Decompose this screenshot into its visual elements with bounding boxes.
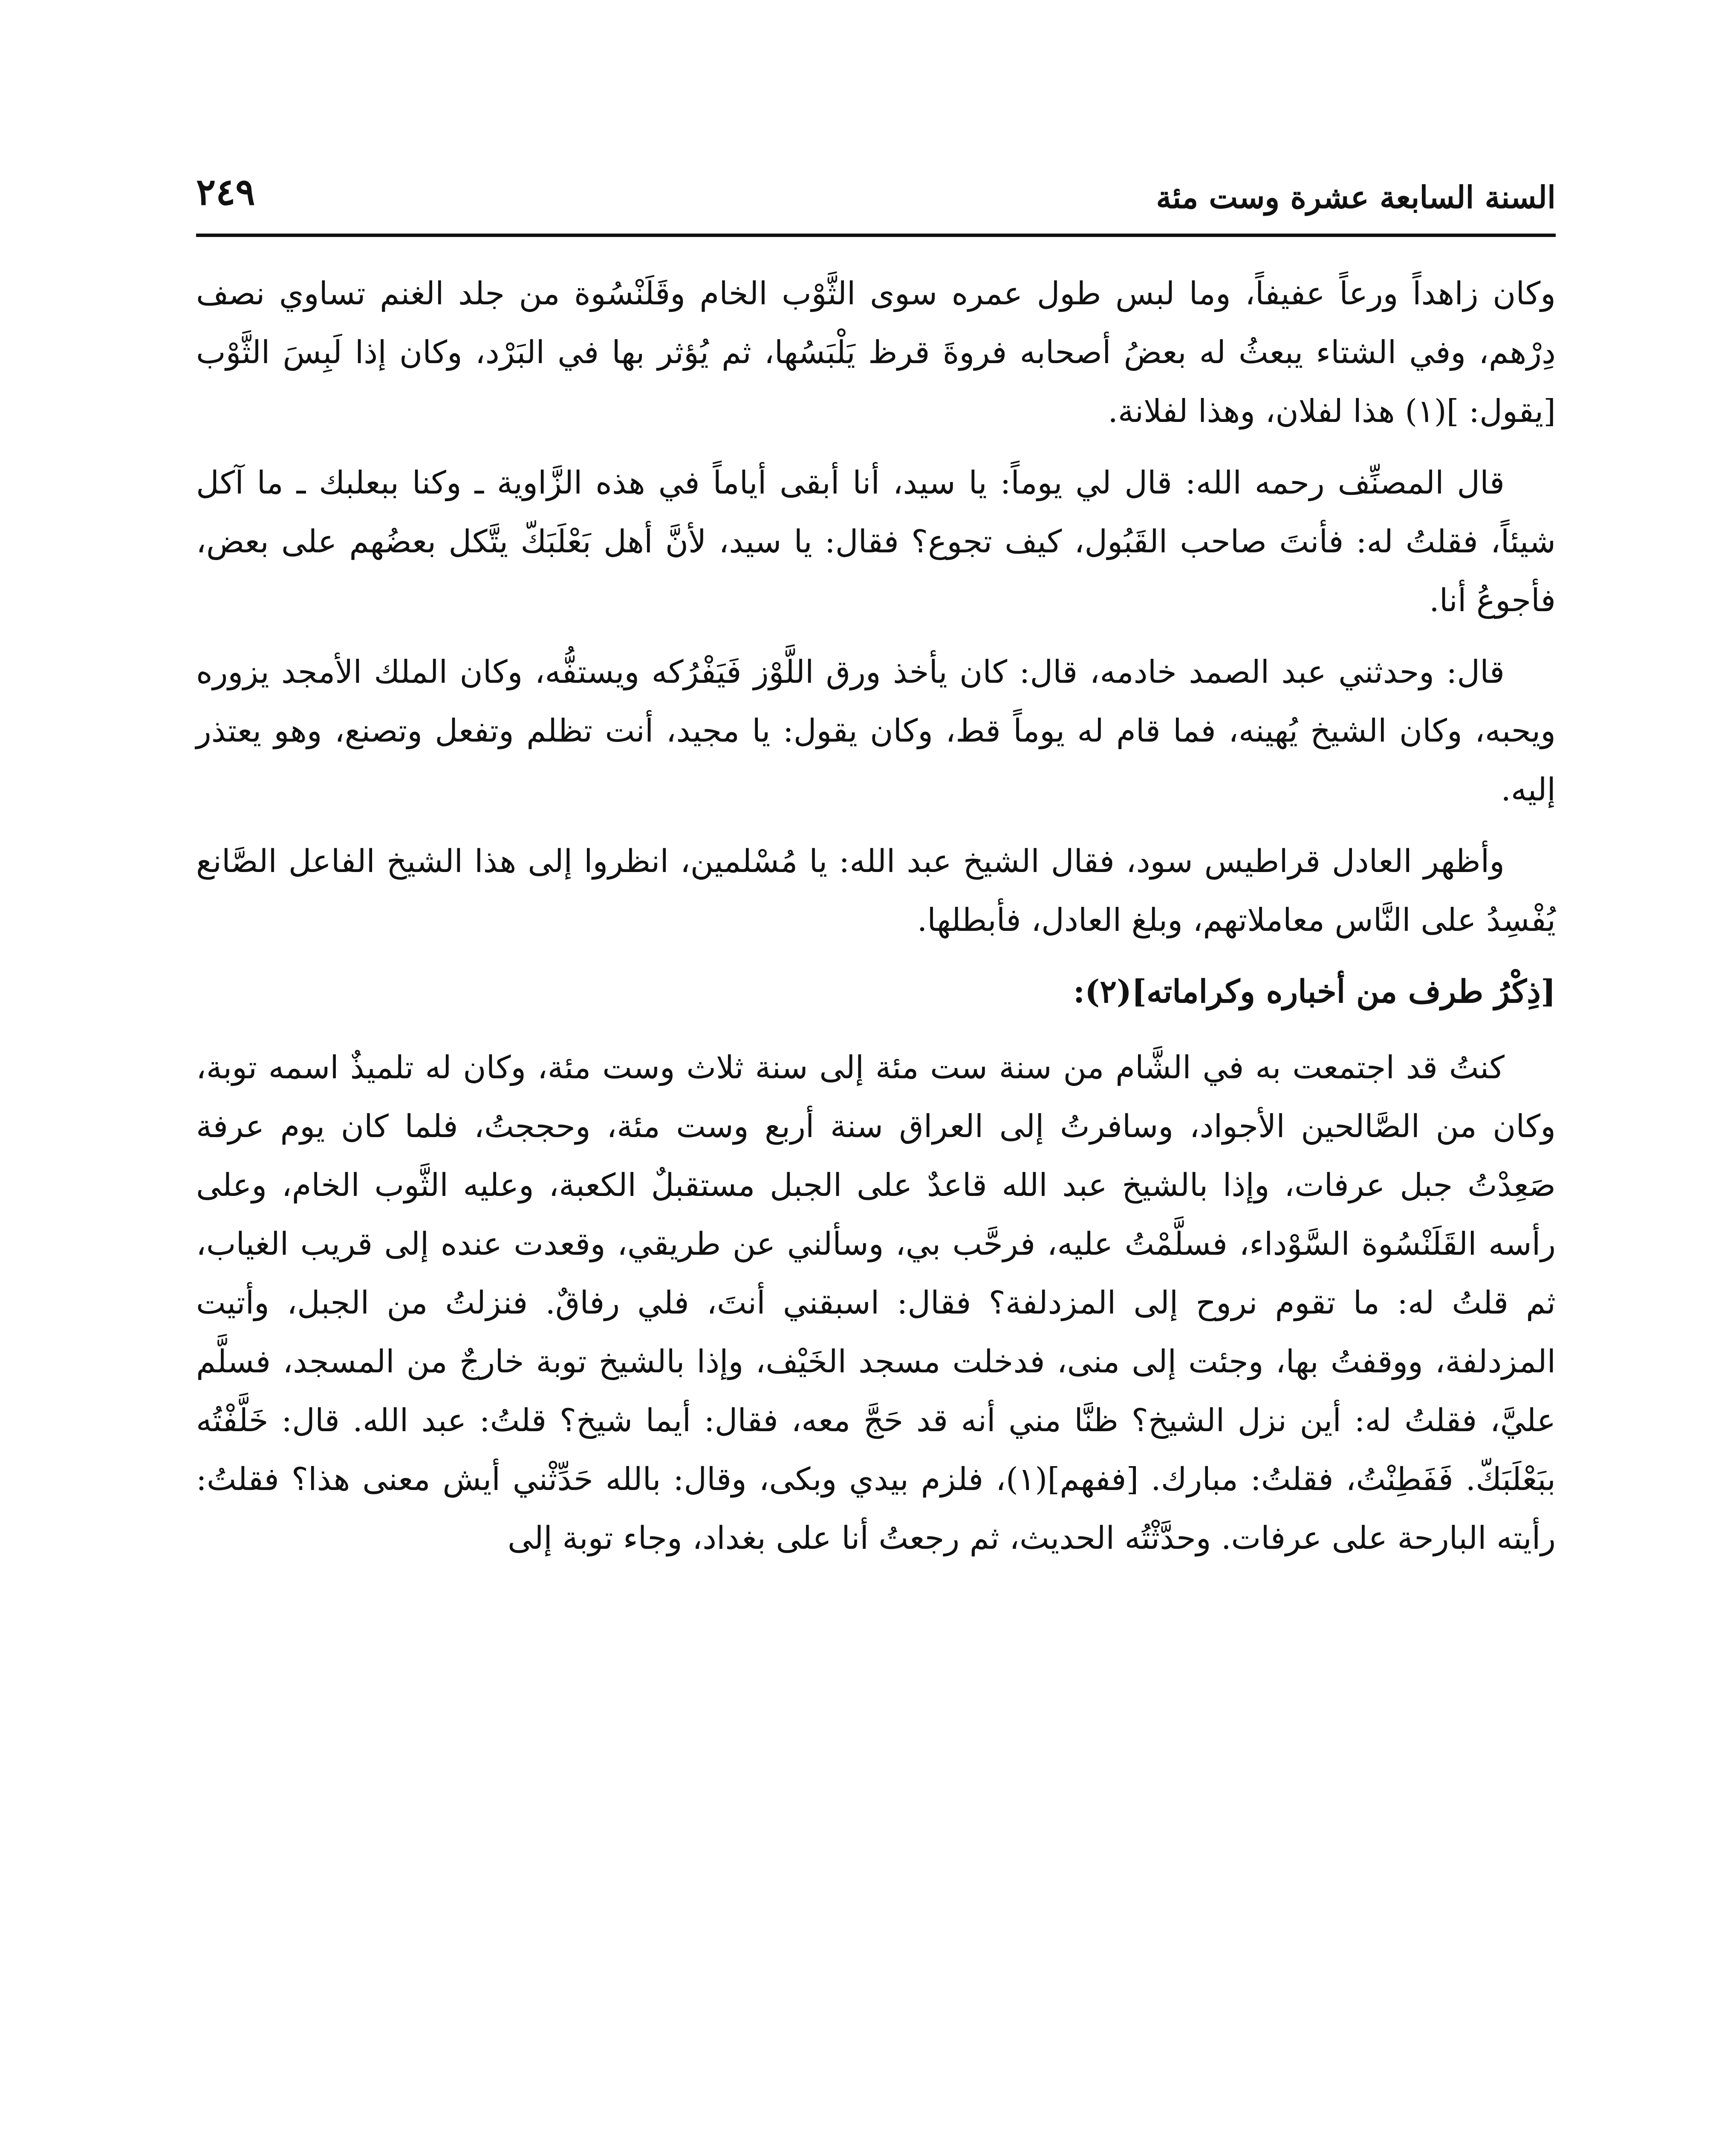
page-number: ٢٤٩ <box>196 170 255 214</box>
section-heading: [ذِكْرُ طرف من أخباره وكراماته](٢): <box>1073 973 1556 1010</box>
paragraph-1: وكان زاهداً ورعاً عفيفاً، وما لبس طول عمره سوى الثَّوْب الخام وقَلَنْسُوة من جلد الغنم تساوي نصف دِرْهم، وفي الشتاء يبعثُ له بعضُ أصحابه فروةَ قرظ يَلْبَسُها، ثم يُؤثر بها في البَرْد، وكان إذا لَبِسَ الثَّوْب [يقول: ](١) هذا لفلان، وهذا لفلانة. <box>196 275 1556 430</box>
paragraph-4: وأظهر العادل قراطيس سود، فقال الشيخ عبد الله: يا مُسْلمين، انظروا إلى هذا الشيخ الفاعل الصَّانع يُفْسِدُ على النَّاس معاملاتهم، وبلغ العادل، فأبطلها. <box>196 843 1556 938</box>
main-text <box>196 264 1556 1580</box>
paragraph-3: قال: وحدثني عبد الصمد خادمه، قال: كان يأخذ ورق اللَّوْز فَيَفْرُكه ويستفُّه، وكان الملك الأمجد يزوره ويحبه، وكان الشيخ يُهينه، فما قام له يوماً قط، وكان يقول: يا مجيد، أنت تظلم وتفعل وتصنع، وهو يعتذر إليه. <box>196 654 1556 808</box>
header-rule <box>196 234 1556 237</box>
paragraph-2: قال المصنِّف رحمه الله: قال لي يوماً: يا سيد، أنا أبقى أياماً في هذه الزَّاوية ـ وكنا ببعلبك ـ ما آكل شيئاً، فقلتُ له: فأنتَ صاحب القَبُول، كيف تجوع؟ فقال: يا سيد، لأنَّ أهل بَعْلَبَكّ يتَّكل بعضُهم على بعض، فأجوعُ أنا. <box>196 465 1556 619</box>
page-header <box>196 166 1556 230</box>
paragraph-5: كنتُ قد اجتمعت به في الشَّام من سنة ست مئة إلى سنة ثلاث وست مئة، وكان له تلميذٌ اسمه توبة، وكان من الصَّالحين الأجواد، وسافرتُ إلى العراق سنة أربع وست مئة، وحججتُ، فلما كان يوم عرفة صَعِدْتُ جبل عرفات، وإذا بالشيخ عبد الله قاعدٌ على الجبل مستقبلٌ الكعبة، وعليه الثَّوب الخام، وعلى رأسه القَلَنْسُوة السَّوْداء، فسلَّمْتُ عليه، فرحَّب بي، وسألني عن طريقي، وقعدت عنده إلى قريب الغياب، ثم قلتُ له: ما تقوم نروح إلى المزدلفة؟ فقال: اسبقني أنتَ، فلي رفاقٌ. فنزلتُ من الجبل، وأتيت المزدلفة، ووقفتُ بها، وجئت إلى منى، فدخلت مسجد الخَيْف، وإذا بالشيخ توبة خارجٌ من المسجد، فسلَّم عليَّ، فقلتُ له: أين نزل الشيخ؟ ظنَّا مني أنه قد حَجَّ معه، فقال: أيما شيخ؟ قلتُ: عبد الله. قال: خَلَّفْتُه ببَعْلَبَكّ. فَفَطِنْتُ، فقلتُ: مبارك. [ففهم](١)، فلزم بيدي وبكى، وقال: بالله حَدِّثْني أيش معنى هذا؟ فقلتُ: رأيته البارحة على عرفات. وحدَّثْتُه الحديث، ثم رجعتُ أنا على بغداد، وجاء توبة إلى <box>196 1049 1556 1556</box>
running-title: السنة السابعة عشرة وست مئة <box>1156 179 1556 215</box>
